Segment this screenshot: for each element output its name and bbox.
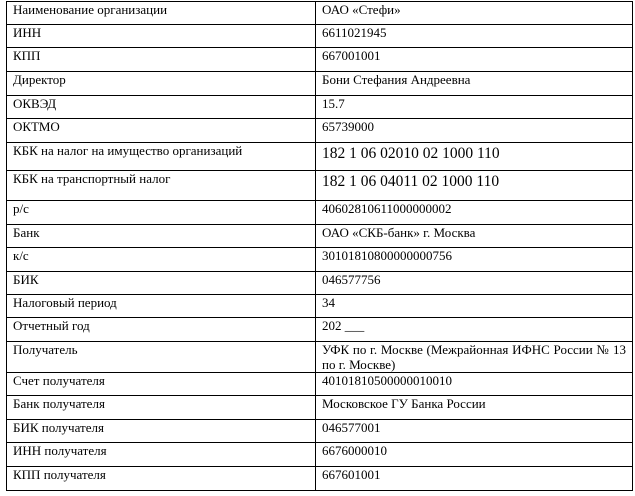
row-value: ОАО «Стефи»	[316, 2, 633, 25]
row-value: 046577001	[316, 420, 633, 443]
table-row	[7, 225, 633, 248]
row-value: Московское ГУ Банка России	[316, 396, 633, 420]
row-value: 202 ___	[316, 318, 633, 342]
row-value: 30101810800000000756	[316, 248, 633, 272]
row-value: 667601001	[316, 467, 633, 491]
row-label: р/с	[7, 201, 316, 225]
row-value: УФК по г. Москве (Межрайонная ИФНС России № 13 по г. Москве)	[316, 342, 633, 373]
row-value	[316, 143, 633, 171]
row-label: Отчетный год	[7, 318, 316, 342]
row-label: КПП	[7, 48, 316, 72]
row-label: БИК получателя	[7, 420, 316, 443]
row-value: 15.7	[316, 96, 633, 119]
row-value: 667001001	[316, 48, 633, 72]
table-row	[7, 396, 633, 420]
row-label: ИНН	[7, 25, 316, 48]
row-label: Директор	[7, 72, 316, 96]
row-value: 6611021945	[316, 25, 633, 48]
row-label: ИНН получателя	[7, 443, 316, 467]
row-value: 65739000	[316, 119, 633, 143]
row-label: КБК на налог на имущество организаций	[7, 143, 316, 171]
table-row	[7, 272, 633, 295]
row-label: БИК	[7, 272, 316, 295]
table-row	[7, 119, 633, 143]
row-value: 046577756	[316, 272, 633, 295]
table-row	[7, 420, 633, 443]
table-row	[7, 318, 633, 342]
row-value: Бони Стефания Андреевна	[316, 72, 633, 96]
row-label: КПП получателя	[7, 467, 316, 491]
table-row	[7, 72, 633, 96]
row-label: КБК на транспортный налог	[7, 171, 316, 201]
table-row	[7, 295, 633, 318]
row-label: ОКВЭД	[7, 96, 316, 119]
row-label: Счет получателя	[7, 373, 316, 396]
organization-details-table	[6, 1, 633, 491]
table-row	[7, 171, 633, 201]
row-value: 34	[316, 295, 633, 318]
row-label: Получатель	[7, 342, 316, 373]
kbk-value: 182 1 06 02010 02 1000 110	[322, 145, 500, 162]
row-value	[316, 171, 633, 201]
row-label: Банк получателя	[7, 396, 316, 420]
table-row	[7, 342, 633, 373]
table-row	[7, 25, 633, 48]
row-label: Банк	[7, 225, 316, 248]
table-row	[7, 2, 633, 25]
row-label: ОКТМО	[7, 119, 316, 143]
row-label: к/с	[7, 248, 316, 272]
row-label: Налоговый период	[7, 295, 316, 318]
table-row	[7, 373, 633, 396]
table-row	[7, 96, 633, 119]
row-value: 40602810611000000002	[316, 201, 633, 225]
table-row	[7, 248, 633, 272]
table-row	[7, 443, 633, 467]
row-label: Наименование организации	[7, 2, 316, 25]
table-row	[7, 467, 633, 491]
table-row	[7, 143, 633, 171]
table-row	[7, 48, 633, 72]
row-value: 40101810500000010010	[316, 373, 633, 396]
row-value: ОАО «СКБ-банк» г. Москва	[316, 225, 633, 248]
table-row	[7, 201, 633, 225]
row-value: 6676000010	[316, 443, 633, 467]
kbk-value: 182 1 06 04011 02 1000 110	[322, 173, 500, 190]
